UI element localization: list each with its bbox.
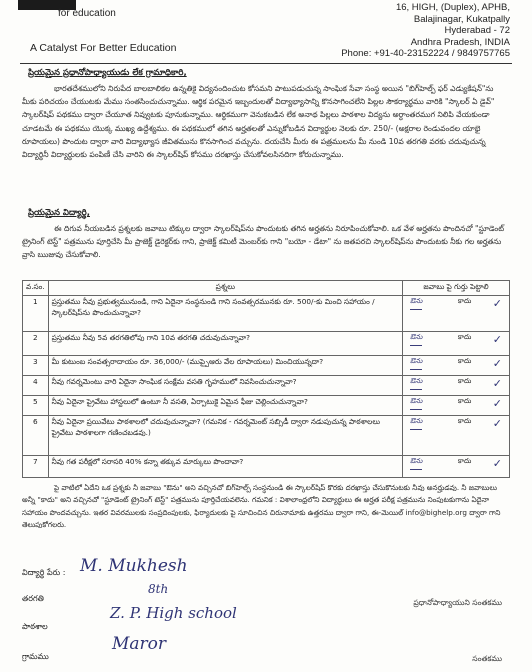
- column-header-number: వ.సం.: [23, 281, 49, 296]
- table-row: [23, 376, 510, 396]
- question-text: నీవు గవర్నమెంటు వారి ఏదైనా సాంఘిక సంక్షేమ వసతి గృహములో నివసించుచున్నావా?: [48, 376, 402, 396]
- answer-cell[interactable]: [403, 356, 510, 376]
- question-text: నీవు గత పరీక్షలో సరాసరి 40% కన్నా తక్కువ మార్కులు పొందావా?: [48, 456, 402, 478]
- checkmark-icon: ✓: [492, 297, 502, 310]
- greeting-headmaster: ప్రియమైన ప్రధానోపాధ్యాయుడు లేక గ్రామాధికారి,: [28, 68, 187, 78]
- table-row: [23, 332, 510, 356]
- question-number: 2: [23, 332, 49, 356]
- answer-cell[interactable]: [403, 376, 510, 396]
- answer-no: కాదు: [457, 357, 472, 365]
- answer-no: కాదు: [457, 377, 472, 385]
- checkmark-icon: ✓: [492, 377, 502, 390]
- checkmark-icon: ✓: [492, 417, 502, 430]
- village-label: గ్రామము: [22, 652, 49, 661]
- question-text: నీవు ఏదైనా ప్రైవేటు హాస్టలులో ఉంటూ నీ వసతి, ఏర్పాటుకై ఏమైన ఫీజు చెల్లించుచున్నావా?: [48, 396, 402, 416]
- intro-paragraph: భారతదేశములోని నిరుపేద బాలబాలికల ఉన్నతికై విద్యనందించుట కోసమని పాటుపడుచున్న సాంఘిక సేవా సంస్థ అయిన "బిగ్‌హెల్ప్ ఫర్ ఎడ్యుకేషన్"ను మీకు పరిచయం చేయుటకు మేము సంతసించుచున్నాము. ఆర్థిక పరమైన ఇబ్బందులతో విద్యాభ్యాసాన్ని కొనసాగించలేని పిల్లల సౌకర్యార్థము వారికి "స్కాలర్ ఏ డైవ్" స్కాలర్‌షిప్ పథకము ద్వారా చేయూత నివ్వుటకు పూనుకున్నాము. ఆర్థికముగా వెనుకబడిన లేక అనాథ పిల్లలు పాఠశాల విద్యను అర్ధాంతరముగ నిలిపి వేయకుండా చూడటమే ఈ పథకము యొక్క ముఖ్య ఉద్దేశ్యము. ఈ పథకములో తగిన అర్హతలతో ఎన్నుకోబడిన విద్యార్థుల నెలకు రూ. 250/- (అక్షరాల రెండువందల యాభై రూపాయలు) పొందుట ద్వారా వారి విద్యాభ్యాస జీవితమును కొనసాగించ వచ్చును. దయచేసి మీరు ఈ పత్రములను మీ నుండి 10వ తరగతి వరకు చదువుచున్న విద్యార్థినీ విద్యార్థులకు పంపిణీ చేసి వారిని ఈ స్కాలర్‌షిప్ కోసము దరఖాస్తు చేసుకోవలసినదిగా కోరుచున్నాము.: [22, 84, 495, 160]
- table-header-row: [23, 281, 510, 296]
- address-line: Balajinagar, Kukatpally: [413, 13, 510, 25]
- question-number: 6: [23, 416, 49, 456]
- logo-caption: for education: [58, 8, 116, 19]
- question-number: 5: [23, 396, 49, 416]
- answer-no: కాదు: [457, 297, 472, 305]
- answer-yes: ఔను: [410, 357, 422, 370]
- question-text: మీ కుటుంబ సంవత్సరాదాయం రూ. 36,000/- (ముప్పైఆరు వేల రూపాయలు) మించియున్నదా?: [48, 356, 402, 376]
- table-row: [23, 296, 510, 332]
- answer-cell[interactable]: [403, 456, 510, 478]
- greeting-student: ప్రియమైన విద్యార్థి,: [28, 208, 90, 218]
- answer-cell[interactable]: [403, 396, 510, 416]
- question-number: 1: [23, 296, 49, 332]
- signature-label: సంతకము: [472, 654, 502, 663]
- phone-number: Phone: +91-40-23152224 / 9849757765: [341, 48, 510, 59]
- table-row: [23, 356, 510, 376]
- answer-yes: ఔను: [410, 417, 422, 430]
- eligibility-note: పై వాటిలో ఏదేని ఒక ప్రశ్నకు నీ జవాబు "ఔను" అని వచ్చినచో బిగ్‌హెల్ప్ సంస్థనుండి ఈ స్కాలర్‌షిప్ కొరకు దరఖాస్తు చేసుకొనుటకు నీవు అనర్హుడవు. నీ జవాబులు అన్నీ "కాదు" అని వచ్చినచో "స్టూడెంట్ ట్రైనింగ్ టెస్ట్" పత్రమును పూర్తిచేయవలెను. గమనిక : విశాలాంధ్రలోని విద్యార్థులు ఈ అర్హత పరీక్ష పత్రమును నింపుటకుగాను ఏదైనా సహాయం పొందవచ్చును. ఇతర వివరములకు సంప్రదింపులకు, ఫిర్యాదులకు పై సూచించిన చిరునామాకు ఉత్తరము ద్వారా గాని, ఈ-మెయిల్ info@bighelp.org ద్వారా గాని తెలుపుకోగలరు.: [22, 483, 501, 530]
- checkmark-icon: ✓: [492, 457, 502, 470]
- eligibility-table: [22, 280, 510, 478]
- school-value[interactable]: Z. P. High school: [110, 604, 237, 622]
- student-name-label: విద్యార్థి పేరు :: [22, 568, 66, 577]
- question-number: 3: [23, 356, 49, 376]
- question-text: ప్రస్తుతము నీవు ప్రభుత్వమునుండి, గాని ఏదైనా సంస్థనుండి గాని సంవత్సరమునకు రూ. 500/-కు మించి సహాయం / స్కాలర్‌షిప్‌ను పొందుచున్నావా?: [48, 296, 402, 332]
- answer-yes: ఔను: [410, 457, 422, 470]
- answer-no: కాదు: [457, 333, 472, 341]
- column-header-questions: ప్రశ్నలు: [48, 281, 402, 296]
- question-number: 4: [23, 376, 49, 396]
- answer-yes: ఔను: [410, 333, 422, 346]
- address-block: [341, 2, 510, 60]
- answer-yes: ఔను: [410, 377, 422, 390]
- answer-no: కాదు: [457, 457, 472, 465]
- answer-yes: ఔను: [410, 297, 422, 310]
- answer-yes: ఔను: [410, 397, 422, 410]
- answer-cell[interactable]: [403, 416, 510, 456]
- checkmark-icon: ✓: [492, 357, 502, 370]
- student-name-value[interactable]: M. Mukhesh: [80, 556, 188, 576]
- organization-tagline: A Catalyst For Better Education: [30, 42, 177, 54]
- answer-cell[interactable]: [403, 296, 510, 332]
- class-label: తరగతి: [22, 594, 44, 603]
- village-value[interactable]: Maror: [112, 634, 167, 654]
- answer-no: కాదు: [457, 397, 472, 405]
- header-divider: [20, 63, 512, 64]
- answer-cell[interactable]: [403, 332, 510, 356]
- question-text: నీవు ఏదైనా ప్రయివేటు పాఠశాలలో చదువుచున్నావా? (గమనిక - గవర్నమెంట్ సబ్సిడీ ద్వారా నడుపుచున్న పాఠశాలలు ప్రైవేటు పాఠశాలగా గణించబడవు.): [48, 416, 402, 456]
- table-row: [23, 396, 510, 416]
- column-header-answer: జవాబు పై గుర్తు పెట్టాలి: [403, 281, 510, 296]
- instructions-paragraph: ఈ దిగువ నీయబడిన ప్రశ్నలకు జవాబు టిక్కుల ద్వారా స్కాలర్‌షిప్‌ను పొందుటకు తగిన అర్హతను నిరూపించుకోవాలి. ఒక వేళ అర్హతను పొందినచో "స్టూడెంట్ ట్రైనింగ్ టెస్ట్" పత్రమును పూర్తిచేసి మీ ప్రాజెక్ట్ డైరెక్టర్‌కు గాని, ప్రాజెక్ట్ కమిటీ మెంబర్‌కు గాని "బయో - డేటా" ను జతపరచి స్కాలర్‌షిప్‌ను పొందుటకు నీకు గల అర్హతను వ్రాసి ఋజువు చేసుకోవాలి.: [22, 224, 505, 260]
- headmaster-signature-label: ప్రధానోపాధ్యాయుని సంతకము: [413, 598, 502, 607]
- address-line: Andhra Pradesh, INDIA: [410, 36, 510, 48]
- answer-no: కాదు: [457, 417, 472, 425]
- address-line: Hyderabad - 72: [444, 25, 510, 36]
- table-row: [23, 456, 510, 478]
- address-line: 16, HIGH, (Duplex), APHB,: [395, 2, 510, 13]
- table-row: [23, 416, 510, 456]
- class-value[interactable]: 8th: [148, 582, 169, 596]
- question-text: ప్రస్తుతము నీవు 5వ తరగతిలోపు గాని 10వ తరగతి చదువుచున్నావా?: [48, 332, 402, 356]
- checkmark-icon: ✓: [492, 333, 502, 346]
- school-label: పాఠశాల: [22, 622, 48, 631]
- question-number: 7: [23, 456, 49, 478]
- checkmark-icon: ✓: [492, 397, 502, 410]
